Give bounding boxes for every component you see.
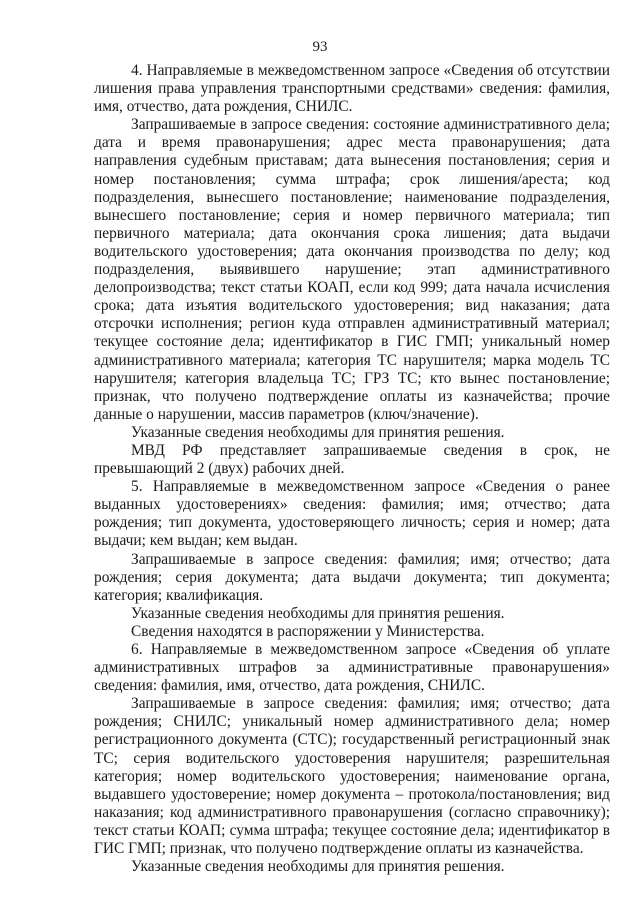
- paragraph-decision-note: Указанные сведения необходимы для принятия решения.: [131, 858, 505, 876]
- paragraph-item-5-sent-data: 5. Направляемые в межведомственном запросе «Сведения о ранее выданных удостоверениях» сведения: фамилия; имя; отчество; дата рождения; тип документа, удостоверяющего личность; серия и номер; дата выдачи; кем выдан; кем выдан.: [94, 478, 610, 550]
- paragraph-item-5-requested-data: Запрашиваемые в запросе сведения: фамилия; имя; отчество; дата рождения; серия документа; дата выдачи документа; тип документа; категория; квалификация.: [94, 550, 610, 604]
- paragraph-item-6-requested-data: Запрашиваемые в запросе сведения: фамилия; имя; отчество; дата рождения; СНИЛС; уникальный номер административного дела; номер регистрационного документа (СТС); государственный регистрационный знак ТС; серия водительского удостоверения нарушителя; разрешительная категория; номер водительского удостоверения; наименование органа, выдавшего удостоверение; номер документа – протокола/постановления; вид наказания; код административного правонарушения (согласно справочнику); текст статьи КОАП; сумма штрафа; текущее состояние дела; идентификатор в ГИС ГМП; признак, что получено подтверждение оплаты из казначейства.: [94, 695, 610, 858]
- paragraph-decision-note: Указанные сведения необходимы для принятия решения.: [131, 423, 505, 441]
- paragraph-item-6-sent-data: 6. Направляемые в межведомственном запросе «Сведения об уплате административных штрафов за административные правонарушения» сведения: фамилия, имя, отчество, дата рождения, СНИЛС.: [94, 641, 610, 695]
- paragraph-item-4-sent-data: 4. Направляемые в межведомственном запросе «Сведения об отсутствии лишения права управления транспортными средствами» сведения: фамилия, имя, отчество, дата рождения, СНИЛС.: [94, 62, 610, 116]
- paragraph-mvd-deadline: МВД РФ представляет запрашиваемые сведения в срок, не превышающий 2 (двух) рабочих дней.: [94, 441, 610, 478]
- paragraph-item-4-requested-data: Запрашиваемые в запросе сведения: состояние административного дела; дата и время правонарушения; адрес места правонарушения; дата направления судебным приставам; дата вынесения постановления; серия и номер постановления; сумма штрафа; срок лишения/ареста; код подразделения, вынесшего постановление; наименование подразделения, вынесшего постановление; серия и номер первичного материала; тип первичного материала; дата окончания срока лишения; дата выдачи водительского удостоверения; дата окончания производства по делу; код подразделения, выявившего нарушение; этап административного делопроизводства; текст статьи КОАП, если код 999; дата начала исчисления срока; дата изъятия водительского удостоверения; вид наказания; дата отсрочки исполнения; регион куда отправлен административный материал; текущее состояние дела; идентификатор в ГИС ГМП; уникальный номер административного материала; категория ТС нарушителя; марка модель ТС нарушителя; категория владельца ТС; ГРЗ ТС; кто вынес постановление; признак, что получено подтверждение оплаты из казначейства; прочие данные о нарушении, массив параметров (ключ/значение).: [94, 116, 610, 423]
- paragraph-decision-note: Указанные сведения необходимы для принятия решения.: [131, 604, 505, 622]
- document-body: [94, 62, 610, 876]
- paragraph-ministry-holds-data: Сведения находятся в распоряжении у Министерства.: [131, 622, 485, 640]
- page-number: 93: [312, 39, 328, 55]
